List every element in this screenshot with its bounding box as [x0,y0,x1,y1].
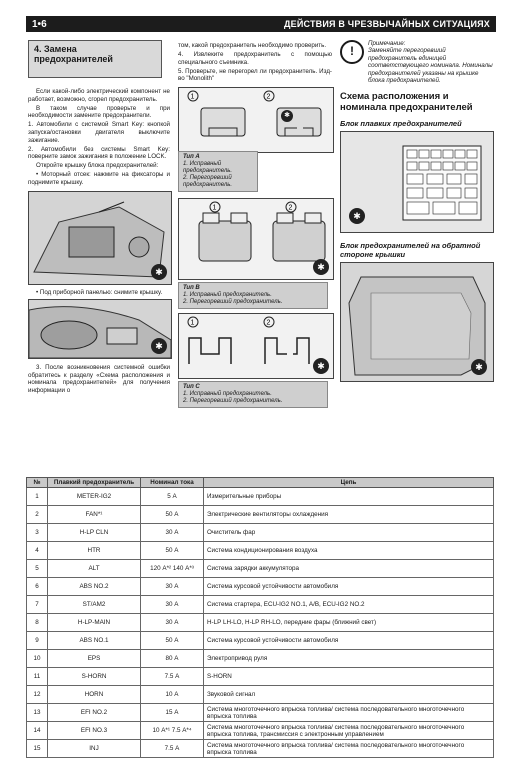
fuse-number-cell: 12 [27,686,48,704]
fuse-block-2-figure [340,262,494,382]
fuse-rating-cell: 10 А*¹ 7.5 А*⁴ [141,722,204,740]
fuse-name-cell: H-LP CLN [48,524,141,542]
monolith-logo-icon: ✱ [313,358,329,374]
type-a-title: Тип А [183,153,200,160]
fuse-rating-cell: 80 А [141,650,204,668]
monolith-logo-icon: ✱ [313,259,329,275]
column-left [28,40,170,396]
note-block [340,40,495,84]
col-header-circuit: Цепь [204,478,494,488]
fuse-number-cell: 8 [27,614,48,632]
section-number: 4. [34,44,42,54]
step-5: 5. Проверьте, не перегорел ли предохранитель. Изд-во "Monolith" [178,67,332,83]
engine-bay-photo [28,191,172,285]
type-b-title: Тип В [183,284,200,291]
fuse-circuit-cell: Система стартера, ECU-IG2 NO.1, A/B, ECU-IG2 NO.2 [204,596,494,614]
svg-text:2: 2 [266,319,271,327]
fuse-name-cell: INJ [48,740,141,758]
section-title-line2: предохранителей [34,54,113,64]
svg-text:1: 1 [190,319,195,327]
fuse-rating-cell: 15 А [141,704,204,722]
fuse-number-cell: 2 [27,506,48,524]
fuse-number-cell: 14 [27,722,48,740]
fuse-circuit-cell: Звуковой сигнал [204,686,494,704]
fuse-name-cell: FAN*¹ [48,506,141,524]
svg-text:2: 2 [288,204,293,212]
fuse-rating-cell: 7.5 А [141,740,204,758]
fuse-circuit-cell: H-LP LH-LO, H-LP RH-LO, передние фары (ближний свет) [204,614,494,632]
table-row [27,686,494,704]
type-b-line1: 1. Исправный предохранитель. [183,291,272,298]
svg-text:1: 1 [212,204,217,212]
fuse-block-1-title: Блок плавких предохранителей [340,119,462,129]
step-1: 1. Автомобили с системой Smart Key: кнопкой запуска/остановки двигателя выключите зажигание. [28,121,170,144]
column-right [340,40,495,382]
table-row [27,704,494,722]
fuse-circuit-cell: Система кондиционирования воздуха [204,542,494,560]
fuse-type-a-figure [178,87,334,153]
step-2: 2. Автомобили без системы Smart Key: поверните замок зажигания в положение LOCK. [28,145,170,161]
table-header-row [27,478,494,488]
step-3: 3. После возникновения системной ошибки обратитесь к разделу «Схема расположения и номинала предохранителей» для получения информации о [28,364,170,394]
monolith-logo-icon: ✱ [281,110,293,122]
type-a-line1: 1. Исправный предохранитель. [183,160,233,174]
fuse-type-a-caption [178,151,258,192]
type-c-line1: 1. Исправный предохранитель. [183,390,272,397]
fuse-number-cell: 4 [27,542,48,560]
monolith-logo-icon: ✱ [151,338,167,354]
fuse-name-cell: S-HORN [48,668,141,686]
fuse-rating-cell: 7.5 А [141,668,204,686]
fuse-circuit-cell: Система многоточечного впрыска топлива/ система последовательного многоточечного впрыска топлива [204,740,494,758]
col-header-number: № [27,478,48,488]
note-text: Заменяйте перегоревший предохранитель единицей соответствующего номинала. Номиналы предохранителей указаны на крышке блока предохранителей. [368,47,493,85]
table-row [27,632,494,650]
fuse-name-cell: HORN [48,686,141,704]
monolith-logo-icon: ✱ [151,264,167,280]
svg-text:2: 2 [266,93,271,101]
fuse-circuit-cell: S-HORN [204,668,494,686]
fuse-table-body [27,488,494,758]
fuse-circuit-cell: Система многоточечного впрыска топлива/ система последовательного многоточечного впрыска топлива, трансмиссия с электронным управлением [204,722,494,740]
fuse-name-cell: EPS [48,650,141,668]
page-header [26,16,496,32]
fuse-name-cell: ALT [48,560,141,578]
fuse-number-cell: 5 [27,560,48,578]
fuse-block-2-title: Блок предохранителей на обратной стороне крышки [340,241,481,260]
monolith-logo-icon: ✱ [471,359,487,375]
fuse-circuit-cell: Электропривод руля [204,650,494,668]
fuse-circuit-cell: Система курсовой устойчивости автомобиля [204,632,494,650]
fuse-number-cell: 3 [27,524,48,542]
chapter-title: ДЕЙСТВИЯ В ЧРЕЗВЫЧАЙНЫХ СИТУАЦИЯХ [284,19,490,29]
fuse-rating-cell: 30 А [141,614,204,632]
fuse-type-c-illustration [179,314,333,378]
step-4: 4. Извлеките предохранитель с помощью специального съемника. [178,51,332,66]
fuse-number-cell: 1 [27,488,48,506]
table-row [27,488,494,506]
bullet-engine: • Моторный отсек: нажмите на фиксаторы и поднимите крышку. [28,171,170,187]
table-row [27,524,494,542]
fuse-type-b-figure [178,198,334,280]
paragraph: том, какой предохранитель необходимо проверить. [178,42,327,49]
dashboard-photo [28,299,172,359]
fuse-circuit-cell: Система многоточечного впрыска топлива/ система последовательного многоточечного впрыска топлива [204,704,494,722]
dashboard-illustration [29,300,171,358]
fuse-circuit-cell: Измерительные приборы [204,488,494,506]
warning-note-icon: ! [340,40,364,64]
note-label: Примечание: [368,40,406,47]
fuse-type-b-caption [178,282,328,309]
fuse-number-cell: 6 [27,578,48,596]
fuse-rating-cell: 50 А [141,506,204,524]
fuse-name-cell: EFI NO.2 [48,704,141,722]
fuse-block-2-illustration [341,263,493,381]
paragraph: Если какой-либо электрический компонент не работает, возможно, сгорел предохранитель. [28,88,170,103]
svg-text:1: 1 [190,93,195,101]
table-row [27,542,494,560]
fuse-circuit-cell: Система зарядки аккумулятора [204,560,494,578]
fuse-circuit-cell: Электрические вентиляторы охлаждения [204,506,494,524]
fuse-number-cell: 13 [27,704,48,722]
fuse-number-cell: 15 [27,740,48,758]
table-row [27,740,494,758]
table-row [27,722,494,740]
section-title-box [28,40,162,78]
fuse-rating-cell: 5 А [141,488,204,506]
fuse-name-cell: ABS NO.1 [48,632,141,650]
table-row [27,614,494,632]
fuse-number-cell: 9 [27,632,48,650]
fuse-number-cell: 7 [27,596,48,614]
col-header-fuse: Плавкий предохранитель [48,478,141,488]
type-c-line2: 2. Перегоревший предохранитель. [183,397,283,404]
fuse-number-cell: 11 [27,668,48,686]
fuse-rating-cell: 120 А*² 140 А*³ [141,560,204,578]
table-row [27,560,494,578]
fuse-name-cell: METER-IG2 [48,488,141,506]
fuse-layout-heading: Схема расположения и номинала предохранителей [340,91,473,113]
monolith-logo-icon: ✱ [349,208,365,224]
table-row [27,506,494,524]
fuse-type-b-illustration [179,199,333,279]
fuse-block-1-figure [340,131,494,233]
table-row [27,596,494,614]
type-c-title: Тип С [183,383,200,390]
fuse-rating-cell: 50 А [141,542,204,560]
col-header-rating: Номинал тока [141,478,204,488]
fuse-rating-cell: 30 А [141,524,204,542]
paragraph: В таком случае проверьте и при необходимости замените предохранители. [28,104,170,120]
fuse-name-cell: HTR [48,542,141,560]
engine-bay-illustration [29,192,171,284]
fuse-table [26,477,494,758]
column-middle [178,42,332,408]
type-b-line2: 2. Перегоревший предохранитель. [183,298,283,305]
fuse-name-cell: ABS NO.2 [48,578,141,596]
section-title-line1: Замена [44,44,77,54]
fuse-circuit-cell: Очиститель фар [204,524,494,542]
type-a-line2: 2. Перегоревший предохранитель. [183,174,233,188]
page-number: 1•6 [32,18,47,30]
fuse-type-a-illustration [179,88,333,152]
fuse-rating-cell: 10 А [141,686,204,704]
fuse-number-cell: 10 [27,650,48,668]
table-row [27,668,494,686]
table-row [27,650,494,668]
fuse-type-c-figure [178,313,334,379]
table-row [27,578,494,596]
paragraph: Откройте крышку блока предохранителей: [36,162,159,170]
fuse-rating-cell: 30 А [141,578,204,596]
fuse-name-cell: EFI NO.3 [48,722,141,740]
fuse-rating-cell: 50 А [141,632,204,650]
fuse-name-cell: ST/AM2 [48,596,141,614]
fuse-circuit-cell: Система курсовой устойчивости автомобиля [204,578,494,596]
fuse-name-cell: H-LP-MAIN [48,614,141,632]
bullet-dash: • Под приборной панелью: снимите крышку. [36,288,163,296]
fuse-rating-cell: 30 А [141,596,204,614]
fuse-type-c-caption [178,381,328,408]
